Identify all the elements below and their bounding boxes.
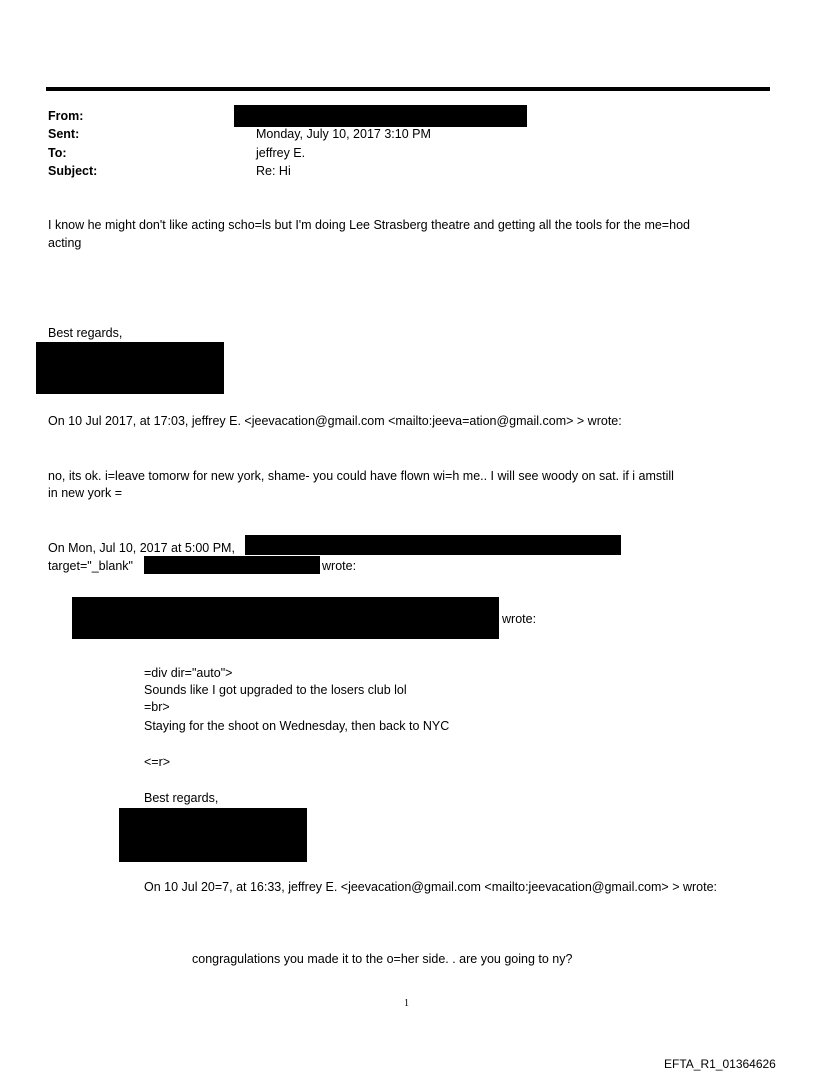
nested-div-tag: =div dir="auto"> [144,666,233,680]
header-rule [46,87,770,91]
to-label: To: [48,146,67,160]
from-label: From: [48,109,84,123]
quote3-wrote: wrote: [502,612,537,626]
nested-br-tag-1: =br> [144,700,170,714]
signoff-1: Best regards, [48,326,123,340]
reply1-line1: no, its ok. i=leave tomorw for new york, shame- you could have flown wi=h me.. I will see woody on sat. if i amstill [48,469,674,483]
quote2-wrote: wrote: [322,559,357,573]
quote2-sender-redaction [245,535,621,555]
quote1-header: On 10 Jul 2017, at 17:03, jeffrey E. <jeevacation@gmail.com <mailto:jeeva=ation@gmail.com> > wrote: [48,414,622,428]
from-redaction [234,105,527,127]
body-para1-line1: I know he might don't like acting scho=ls but I'm doing Lee Strasberg theatre and getting all the tools for the me=hod [48,218,690,232]
quote2-header-prefix: On Mon, Jul 10, 2017 at 5:00 PM, [48,541,235,555]
quote2-target: target="_blank" [48,559,133,573]
final-message-line: congragulations you made it to the o=her side. . are you going to ny? [192,952,573,966]
signature-redaction-1 [36,342,224,394]
signoff-2: Best regards, [144,791,219,805]
quote2-email-redaction [144,556,320,574]
signature-redaction-2 [119,808,307,862]
nested-line2: Staying for the shoot on Wednesday, then back to NYC [144,719,450,733]
reply1-line2: in new york = [48,486,122,500]
to-value: jeffrey E. [256,146,306,160]
body-para1-line2: acting [48,236,82,250]
sent-value: Monday, July 10, 2017 3:10 PM [256,127,431,141]
document-id: EFTA_R1_01364626 [664,1057,776,1071]
subject-value: Re: Hi [256,164,291,178]
nested-line1: Sounds like I got upgraded to the losers club lol [144,683,407,697]
quote3-sender-redaction [72,597,499,639]
page-number: 1 [404,998,409,1009]
nested-br-tag-2: <=r> [144,755,171,769]
subject-label: Subject: [48,164,98,178]
sent-label: Sent: [48,127,80,141]
quote4-header: On 10 Jul 20=7, at 16:33, jeffrey E. <jeevacation@gmail.com <mailto:jeevacation@gmail.com> > wrote: [144,880,718,894]
